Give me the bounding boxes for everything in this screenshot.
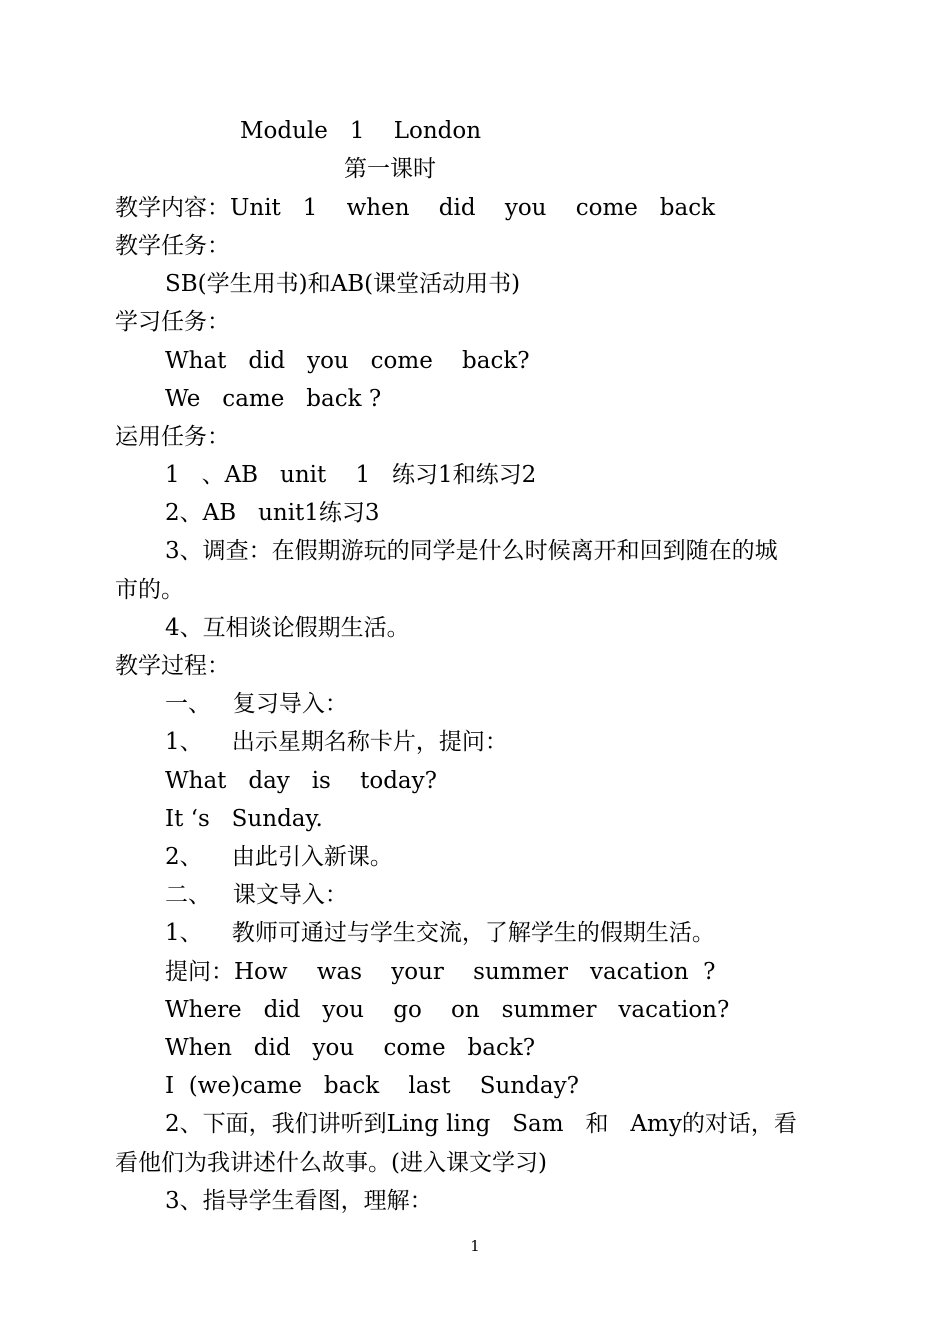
application-task-item-2: 2、AB unit1练习3 xyxy=(165,500,380,526)
teaching-process-heading: 教学过程： xyxy=(115,653,230,679)
question-how-vacation: 提问：How was your summer vacation ? xyxy=(165,959,716,985)
module-title: Module 1 London xyxy=(240,118,482,144)
answer-came-back: I (we)came back last Sunday? xyxy=(165,1073,579,1099)
teaching-content-line: 教学内容：Unit 1 when did you come back xyxy=(115,195,716,221)
application-task-item-3-continued: 市的。 xyxy=(115,577,184,603)
section-two-step-2: 2、下面，我们讲听到Ling ling Sam 和 Amy的对话，看 xyxy=(165,1111,797,1137)
learning-task-heading: 学习任务： xyxy=(115,309,230,335)
application-task-item-1: 1 、AB unit 1 练习1和练习2 xyxy=(165,462,537,488)
application-task-item-4: 4、互相谈论假期生活。 xyxy=(165,615,410,641)
section-two-heading: 二、 课文导入： xyxy=(165,882,348,908)
teaching-task-heading: 教学任务： xyxy=(115,233,230,259)
dialogue-answer-day: It ‘s Sunday. xyxy=(165,806,323,832)
question-when-back: When did you come back? xyxy=(165,1035,536,1061)
question-where-vacation: Where did you go on summer vacation? xyxy=(165,997,730,1023)
learning-task-answer: We came back ? xyxy=(165,386,382,412)
dialogue-question-day: What day is today? xyxy=(165,768,437,794)
section-one-heading: 一、 复习导入： xyxy=(165,691,348,717)
application-task-item-3: 3、调查：在假期游玩的同学是什么时候离开和回到随在的城 xyxy=(165,538,778,564)
section-one-step-1: 1、 出示星期名称卡片，提问： xyxy=(165,729,508,755)
lesson-subtitle: 第一课时 xyxy=(344,156,436,182)
section-two-step-3: 3、指导学生看图，理解： xyxy=(165,1188,433,1214)
teaching-task-item: SB(学生用书)和AB(课堂活动用书) xyxy=(165,271,521,297)
application-task-heading: 运用任务： xyxy=(115,424,230,450)
learning-task-question: What did you come back? xyxy=(165,348,530,374)
page-number: 1 xyxy=(470,1237,480,1255)
section-one-step-2: 2、 由此引入新课。 xyxy=(165,844,393,870)
section-two-step-1: 1、 教师可通过与学生交流，了解学生的假期生活。 xyxy=(165,920,715,946)
section-two-step-2-continued: 看他们为我讲述什么故事。(进入课文学习) xyxy=(115,1150,547,1176)
